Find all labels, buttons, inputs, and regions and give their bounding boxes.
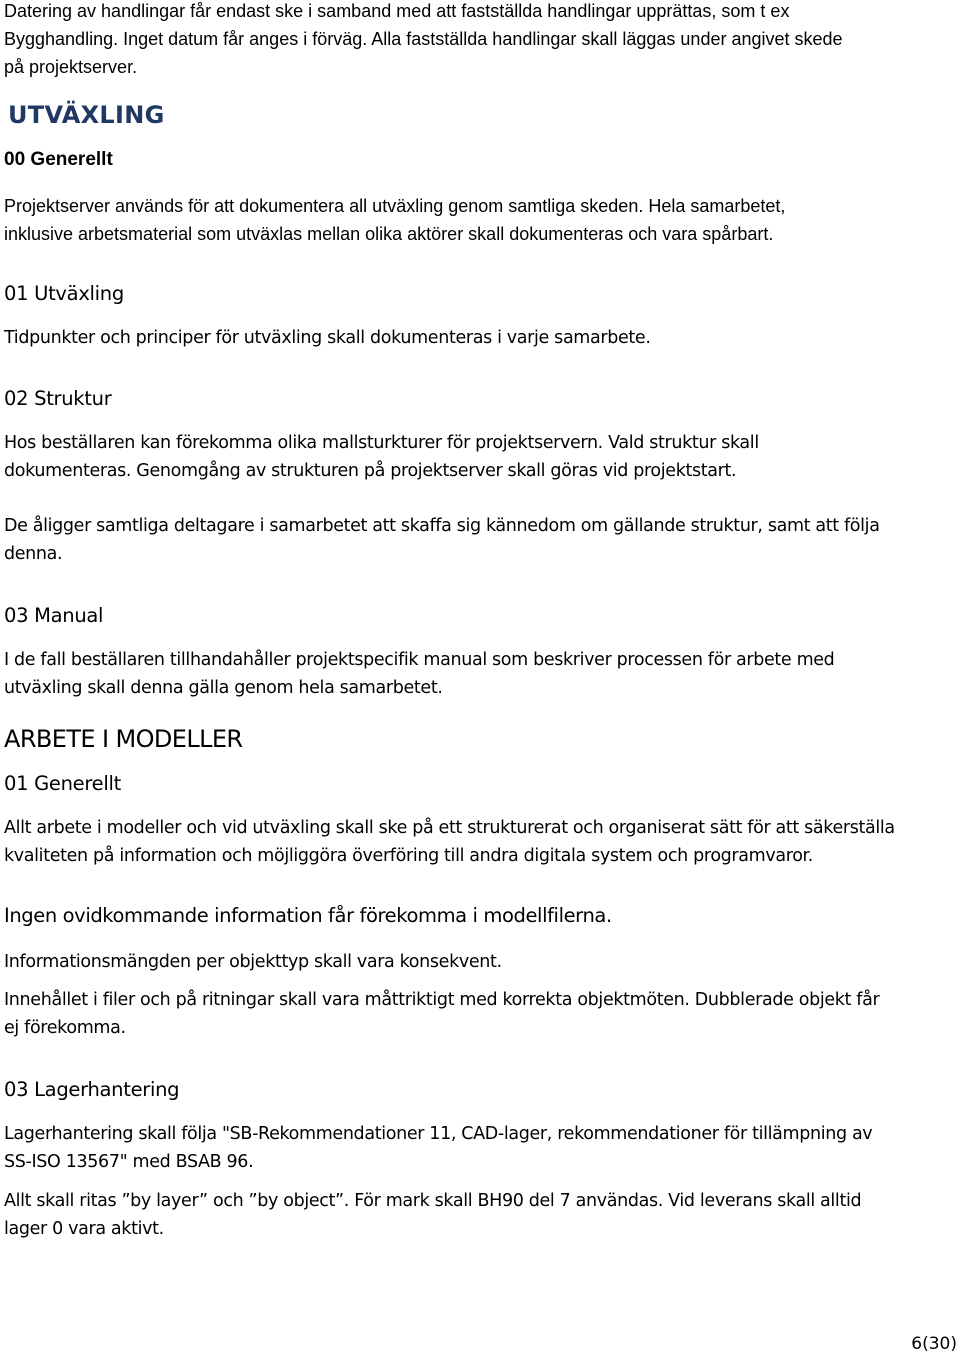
paragraph-line: De åligger samtliga deltagare i samarbetet att skaffa sig kännedom om gällande struktur, samt att följa [4,516,880,536]
paragraph-line: Hos beställaren kan förekomma olika mallsturkturer för projektservern. Vald struktur skall [4,433,759,453]
paragraph-line: Projektserver används för att dokumentera all utväxling genom samtliga skeden. Hela samarbetet, [4,196,786,216]
paragraph-02-struktur-2 [4,513,880,568]
paragraph-line: Innehållet i filer och på ritningar skall vara måttriktigt med korrekta objektmöten. Dubblerade objekt får [4,990,880,1010]
paragraph-03-lagerhantering-1 [4,1121,872,1176]
paragraph-line: Allt arbete i modeller och vid utväxling skall ske på ett strukturerat och organiserat sätt för att säkerställa [4,818,895,838]
paragraph-line: Tidpunkter och principer för utväxling skall dokumenteras i varje samarbete. [4,328,651,348]
heading-01-generellt: 01 Generellt [4,772,121,795]
paragraph-line: utväxling skall denna gälla genom hela samarbetet. [4,677,443,698]
paragraph-03-lagerhantering-2 [4,1188,861,1243]
paragraph-01-generellt-1 [4,815,895,870]
paragraph-line: I de fall beställaren tillhandahåller projektspecifik manual som beskriver processen för arbete med [4,650,835,670]
heading-01-utvaxling: 01 Utväxling [4,282,124,305]
paragraph-line: dokumenteras. Genomgång av strukturen på projektserver skall göras vid projektstart. [4,460,737,481]
paragraph-line: denna. [4,543,63,564]
paragraph-01-generellt-3: Informationsmängden per objekttyp skall vara konsekvent. [4,952,502,972]
intro-paragraph [4,0,843,81]
intro-line-1: Datering av handlingar får endast ske i samband med att fastställda handlingar upprättas, som t ex [4,1,790,21]
paragraph-01-generellt-4 [4,987,879,1042]
intro-line-3: på projektserver. [4,57,138,77]
page-number: 6(30) [911,1334,957,1354]
paragraph-line: Lagerhantering skall följa "SB-Rekommendationer 11, CAD-lager, rekommendationer för tillämpning av [4,1124,873,1144]
heading-03-lagerhantering: 03 Lagerhantering [4,1078,180,1101]
paragraph-line: ej förekomma. [4,1017,126,1038]
heading-02-struktur: 02 Struktur [4,387,112,410]
paragraph-00-generellt [4,192,785,248]
paragraph-line: lager 0 vara aktivt. [4,1218,164,1239]
paragraph-line: Allt skall ritas ”by layer” och ”by object”. För mark skall BH90 del 7 användas. Vid leverans skall alltid [4,1191,862,1211]
paragraph-line: inklusive arbetsmaterial som utväxlas mellan olika aktörer skall dokumenteras och vara spårbart. [4,224,774,244]
paragraph-03-manual [4,647,834,702]
paragraph-line: SS-ISO 13567" med BSAB 96. [4,1151,254,1172]
heading-00-generellt: 00 Generellt [4,149,113,170]
paragraph-line: kvaliteten på information och möjliggöra överföring till andra digitala system och programvaror. [4,845,813,866]
paragraph-01-utvaxling [4,325,651,353]
section-title-utvaxling: UTVÄXLING [8,101,165,129]
paragraph-02-struktur-1 [4,430,759,485]
heading-03-manual: 03 Manual [4,604,104,627]
paragraph-01-generellt-2: Ingen ovidkommande information får förekomma i modellfilerna. [4,904,612,927]
intro-line-2: Bygghandling. Inget datum får anges i förväg. Alla fastställda handlingar skall läggas under angivet skede [4,29,843,49]
section-title-arbete-i-modeller: ARBETE I MODELLER [4,725,243,753]
